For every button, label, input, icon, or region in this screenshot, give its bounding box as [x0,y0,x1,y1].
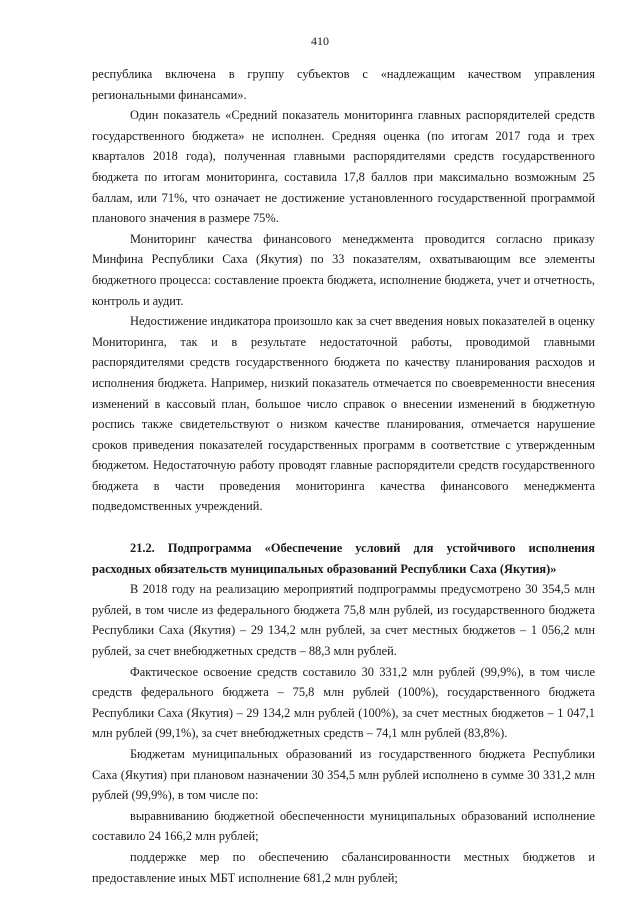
paragraph-equalization: выравниванию бюджетной обеспеченности муниципальных образований исполнение составило 24 166,2 млн рублей; [92,808,595,844]
paragraph-monitoring-method: Мониторинг качества финансового менеджмента проводится согласно приказу Минфина Республики Саха (Якутия) по 33 показателям, охватывающим все элементы бюджетного процесса: составление проекта бюджета, исполнение бюджета, учет и отчетность, контроль и аудит. [92,231,595,308]
paragraph-funding-planned: В 2018 году на реализацию мероприятий подпрограммы предусмотрено 30 354,5 млн рублей, в том числе из федерального бюджета 75,8 млн рублей, из государственного бюджета Республики Саха (Якутия) – 29 134,2 млн рублей, за счет местных бюджетов – 1 056,2 млн рублей, за счет внебюджетных средств – 88,3 млн рублей. [92,582,595,659]
paragraph-balance-support: поддержке мер по обеспечению сбалансированности местных бюджетов и предоставление иных МБТ исполнение 681,2 млн рублей; [92,849,595,885]
paragraph-funding-actual: Фактическое освоение средств составило 30 331,2 млн рублей (99,9%), в том числе средств федерального бюджета – 75,8 млн рублей (100%), государственного бюджета Республики Саха (Якутия) – 29 134,2 млн рублей (100%), за счет местных бюджетов – 1 047,1 млн рублей (99,1%), за счет внебюджетных средств – 74,1 млн рублей (83,8%). [92,664,595,741]
section-heading: 21.2. Подпрограмма «Обеспечение условий для устойчивого исполнения расходных обязательств муниципальных образований Республики Саха (Якутия)» [92,541,595,576]
document-body [92,64,595,888]
paragraph-monitoring-indicator: Один показатель «Средний показатель мониторинга главных распорядителей средств государственного бюджета» не исполнен. Средняя оценка (по итогам 2017 года и трех кварталов 2018 года), полученная главными распорядителями средств государственного бюджета по итогам мониторинга, составила 17,8 баллов при максимально возможным 25 баллам, или 71%, что означает не достижение установленного государственной программой планового значения в размере 75%. [92,108,595,226]
page-number: 410 [311,34,329,48]
paragraph-municipal-budgets: Бюджетам муниципальных образований из государственного бюджета Республики Саха (Якутия) при плановом назначении 30 354,5 млн рублей исполнено в сумме 30 331,2 млн рублей (99,9%), в том числе по: [92,747,595,803]
paragraph-continuation: республика включена в группу субъектов с «надлежащим качеством управления региональными финансами». [92,67,595,102]
paragraph-indicator-failure: Недостижение индикатора произошло как за счет введения новых показателей в оценку Мониторинга, так и в результате недостаточной работы, проводимой главными распорядителями средств государственного бюджета по качеству планирования расходов и исполнения бюджета. Например, низкий показатель отмечается по своевременности внесения изменений в кассовый план, большое число справок о внесении изменений в бюджетную роспись также свидетельствуют о низком качестве планирования, отмечается нарушение сроков приведения показателей государственных программ в соответствие с утвержденным бюджетом. Недостаточную работу проводят главные распорядители средств государственного бюджета в части проведения мониторинга качества финансового менеджмента подведомственных учреждений. [92,314,595,514]
